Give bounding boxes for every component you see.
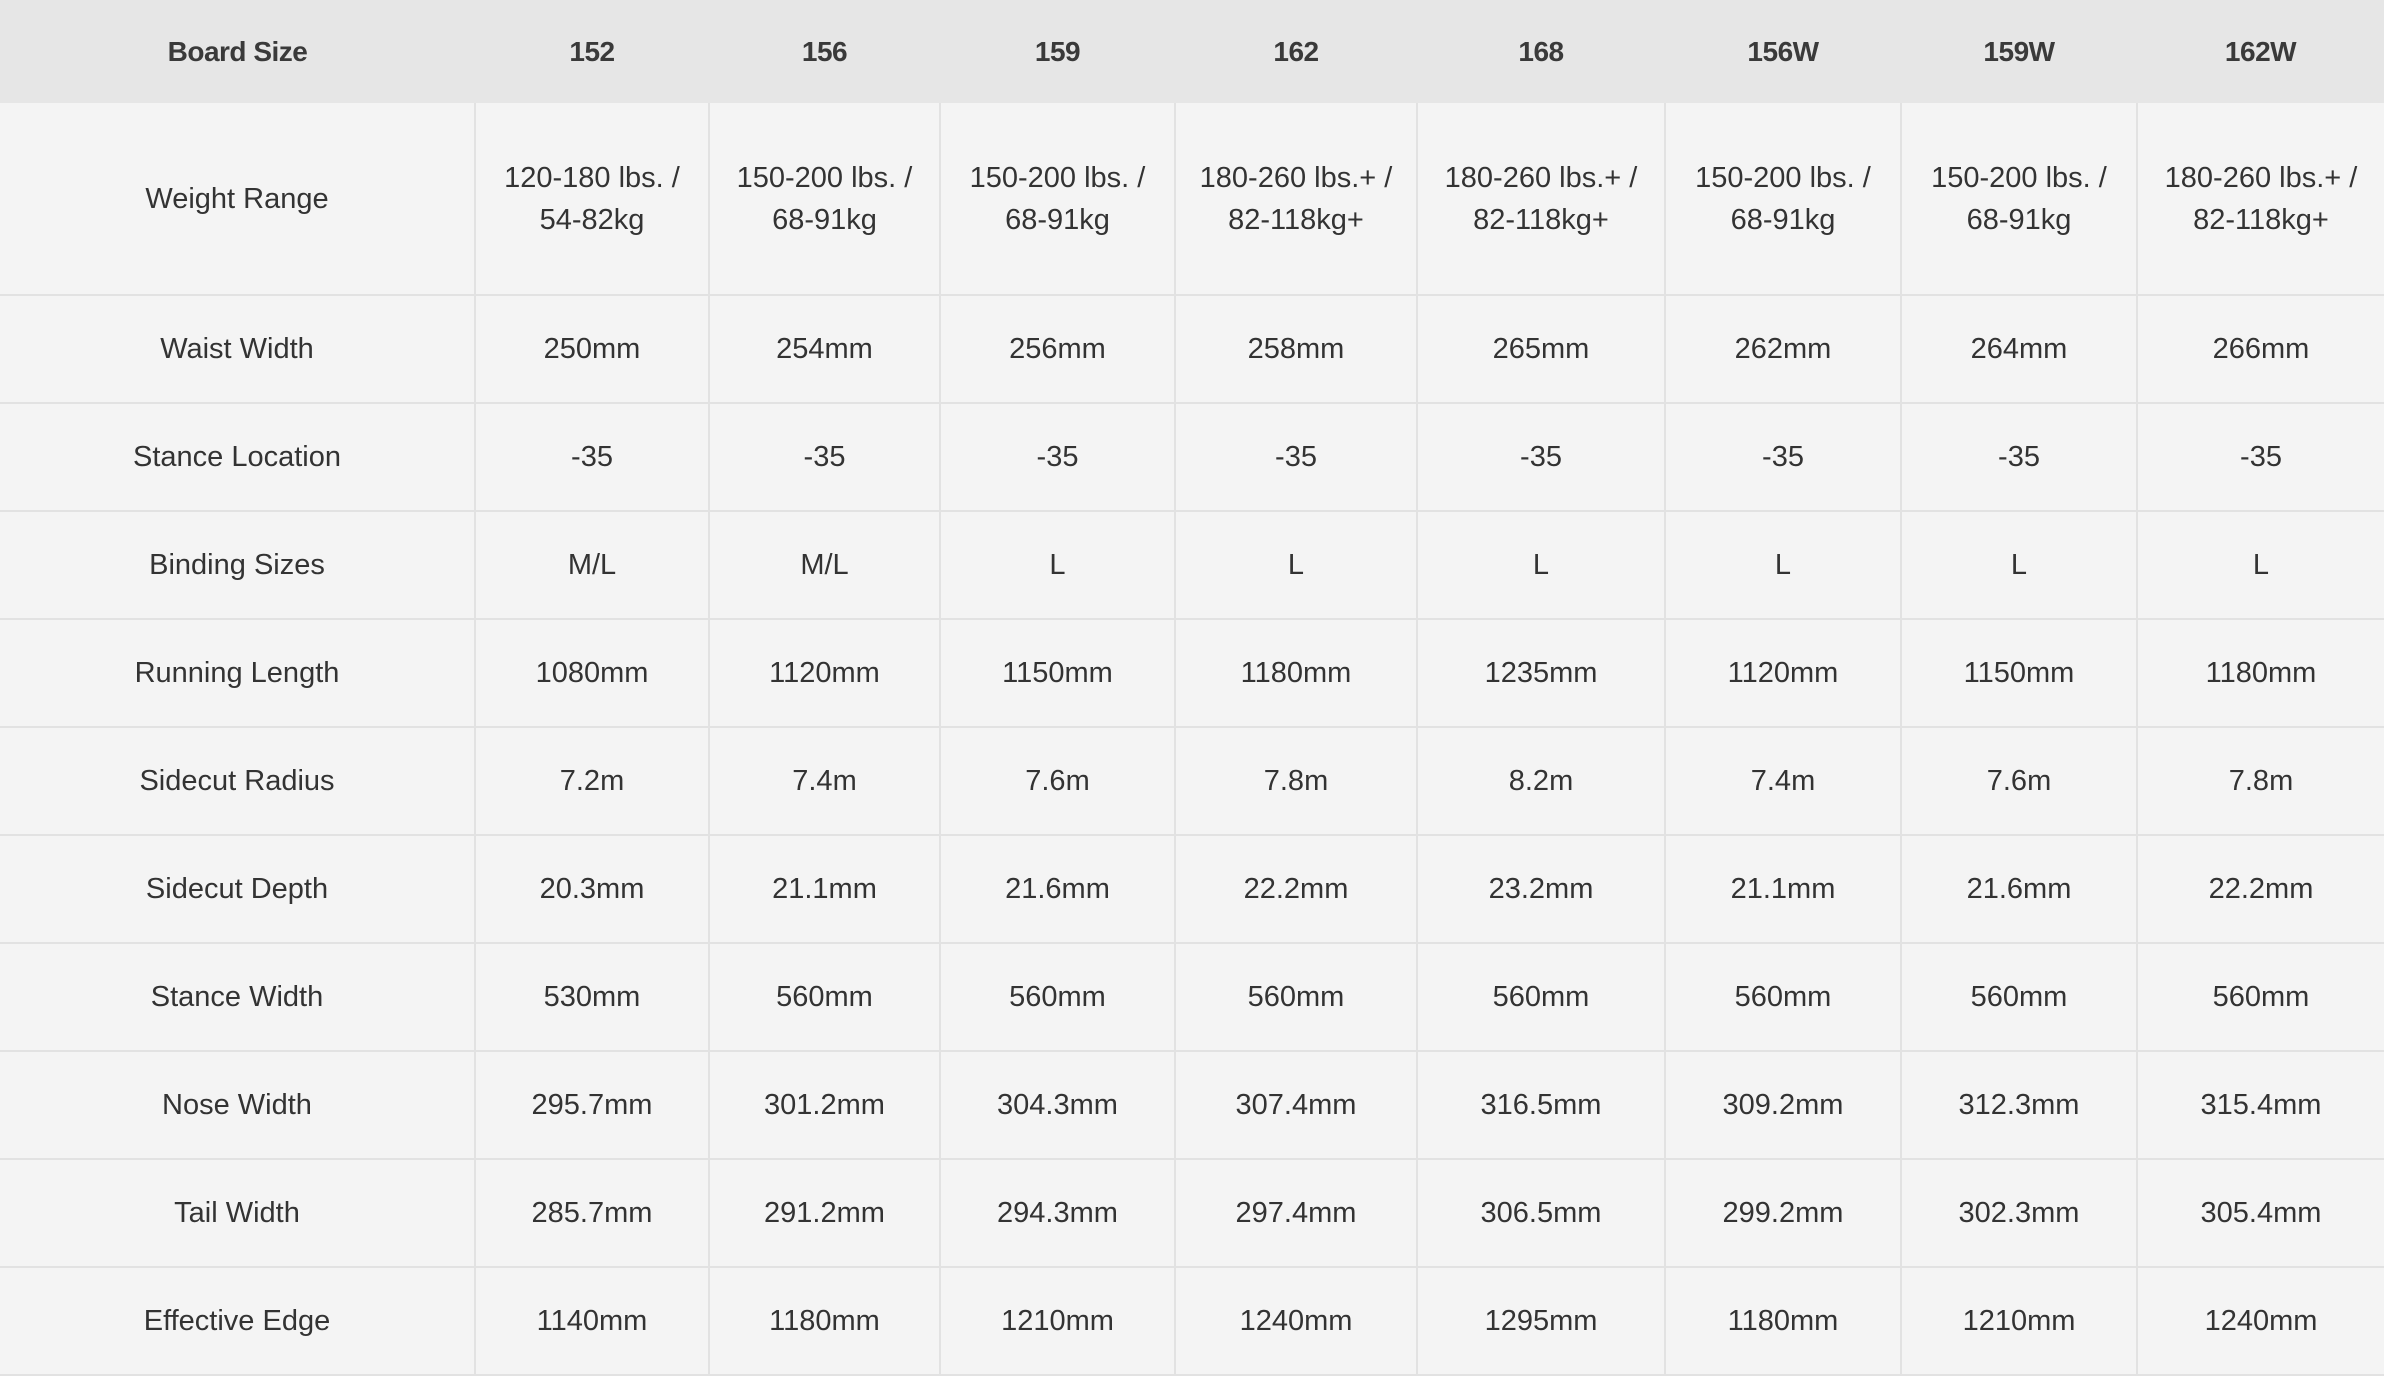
- table-cell: 312.3mm: [1901, 1051, 2137, 1159]
- table-cell: 7.4m: [709, 727, 940, 835]
- table-cell: 22.2mm: [2137, 835, 2384, 943]
- table-cell: -35: [1175, 403, 1417, 511]
- header-size-162: 162: [1273, 35, 1319, 67]
- table-cell: 1235mm: [1417, 619, 1665, 727]
- table-cell: 7.6m: [940, 727, 1175, 835]
- header-board-size: Board Size: [167, 35, 308, 67]
- table-row-stance-width: [0, 943, 2384, 1051]
- table-cell: 294.3mm: [940, 1159, 1175, 1267]
- row-label: Nose Width: [0, 1051, 475, 1159]
- table-cell: 180-260 lbs.+ / 82-118kg+: [1175, 103, 1417, 295]
- table-cell: 291.2mm: [709, 1159, 940, 1267]
- table-cell: 7.2m: [475, 727, 709, 835]
- table-cell: 7.8m: [1175, 727, 1417, 835]
- table-row-stance-location: [0, 403, 2384, 511]
- table-cell: 560mm: [1417, 943, 1665, 1051]
- header-size-156w: 156W: [1747, 35, 1819, 67]
- row-label: Sidecut Depth: [0, 835, 475, 943]
- table-cell: 285.7mm: [475, 1159, 709, 1267]
- table-cell: 560mm: [1901, 943, 2137, 1051]
- table-cell: 21.6mm: [1901, 835, 2137, 943]
- table-cell: 7.4m: [1665, 727, 1901, 835]
- table-row-effective-edge: [0, 1267, 2384, 1375]
- table-cell: 1120mm: [709, 619, 940, 727]
- table-cell: 258mm: [1175, 295, 1417, 403]
- table-cell: 1240mm: [1175, 1267, 1417, 1375]
- table-cell: 1180mm: [1665, 1267, 1901, 1375]
- table-cell: L: [1175, 511, 1417, 619]
- table-cell: L: [1665, 511, 1901, 619]
- table-cell: 560mm: [1175, 943, 1417, 1051]
- table-cell: -35: [1901, 403, 2137, 511]
- row-label: Stance Width: [0, 943, 475, 1051]
- header-size-162w: 162W: [2224, 35, 2297, 67]
- table-cell: 1210mm: [1901, 1267, 2137, 1375]
- table-cell: 530mm: [475, 943, 709, 1051]
- table-row-nose-width: [0, 1051, 2384, 1159]
- table-cell: 315.4mm: [2137, 1051, 2384, 1159]
- table-cell: -35: [940, 403, 1175, 511]
- table-cell: 256mm: [940, 295, 1175, 403]
- header-size-152: 152: [569, 35, 615, 67]
- table-cell: 305.4mm: [2137, 1159, 2384, 1267]
- table-cell: 1150mm: [1901, 619, 2137, 727]
- table-cell: 1180mm: [1175, 619, 1417, 727]
- header-size-156: 156: [801, 35, 848, 67]
- table-cell: 266mm: [2137, 295, 2384, 403]
- table-row-tail-width: [0, 1159, 2384, 1267]
- table-cell: 120-180 lbs. / 54-82kg: [475, 103, 709, 295]
- table-cell: 264mm: [1901, 295, 2137, 403]
- table-cell: 8.2m: [1417, 727, 1665, 835]
- table-cell: 1240mm: [2137, 1267, 2384, 1375]
- table-cell: 1080mm: [475, 619, 709, 727]
- table-cell: M/L: [709, 511, 940, 619]
- table-row-running-length: [0, 619, 2384, 727]
- table-cell: 301.2mm: [709, 1051, 940, 1159]
- table-cell: 560mm: [940, 943, 1175, 1051]
- table-cell: 1295mm: [1417, 1267, 1665, 1375]
- table-cell: 7.6m: [1901, 727, 2137, 835]
- table-cell: 21.1mm: [1665, 835, 1901, 943]
- table-cell: -35: [475, 403, 709, 511]
- table-row-sidecut-depth: [0, 835, 2384, 943]
- table-cell: 316.5mm: [1417, 1051, 1665, 1159]
- row-label: Waist Width: [0, 295, 475, 403]
- table-cell: 302.3mm: [1901, 1159, 2137, 1267]
- table-cell: 150-200 lbs. / 68-91kg: [1901, 103, 2137, 295]
- table-cell: 150-200 lbs. / 68-91kg: [1665, 103, 1901, 295]
- table-cell: 254mm: [709, 295, 940, 403]
- table-row-binding-sizes: [0, 511, 2384, 619]
- table-row-weight-range: [0, 103, 2384, 295]
- table-cell: 20.3mm: [475, 835, 709, 943]
- header-size-159: 159: [1034, 35, 1081, 67]
- row-label: Weight Range: [0, 103, 475, 295]
- table-cell: M/L: [475, 511, 709, 619]
- table-cell: 262mm: [1665, 295, 1901, 403]
- table-cell: 250mm: [475, 295, 709, 403]
- table-cell: 560mm: [1665, 943, 1901, 1051]
- table-cell: 309.2mm: [1665, 1051, 1901, 1159]
- table-cell: 150-200 lbs. / 68-91kg: [940, 103, 1175, 295]
- table-cell: 21.6mm: [940, 835, 1175, 943]
- table-cell: 307.4mm: [1175, 1051, 1417, 1159]
- table-cell: 1150mm: [940, 619, 1175, 727]
- table-cell: 7.8m: [2137, 727, 2384, 835]
- table-cell: 560mm: [2137, 943, 2384, 1051]
- table-cell: -35: [1665, 403, 1901, 511]
- table-cell: -35: [1417, 403, 1665, 511]
- row-label: Tail Width: [0, 1159, 475, 1267]
- table-cell: 21.1mm: [709, 835, 940, 943]
- row-label: Binding Sizes: [0, 511, 475, 619]
- table-cell: L: [940, 511, 1175, 619]
- table-cell: 1180mm: [709, 1267, 940, 1375]
- table-cell: 180-260 lbs.+ / 82-118kg+: [1417, 103, 1665, 295]
- table-cell: 304.3mm: [940, 1051, 1175, 1159]
- table-cell: 560mm: [709, 943, 940, 1051]
- table-cell: L: [1901, 511, 2137, 619]
- table-row-waist-width: [0, 295, 2384, 403]
- table-cell: -35: [2137, 403, 2384, 511]
- table-row-sidecut-radius: [0, 727, 2384, 835]
- table-cell: L: [1417, 511, 1665, 619]
- table-cell: 22.2mm: [1175, 835, 1417, 943]
- header-size-159w: 159W: [1983, 35, 2055, 67]
- row-label: Running Length: [0, 619, 475, 727]
- table-cell: 299.2mm: [1665, 1159, 1901, 1267]
- table-cell: -35: [709, 403, 940, 511]
- table-cell: 180-260 lbs.+ / 82-118kg+: [2137, 103, 2384, 295]
- table-cell: 23.2mm: [1417, 835, 1665, 943]
- table-cell: L: [2137, 511, 2384, 619]
- table-cell: 1210mm: [940, 1267, 1175, 1375]
- row-label: Sidecut Radius: [0, 727, 475, 835]
- table-cell: 1140mm: [475, 1267, 709, 1375]
- header-row: [0, 0, 2384, 103]
- row-label: Effective Edge: [0, 1267, 475, 1375]
- row-label: Stance Location: [0, 403, 475, 511]
- table-cell: 306.5mm: [1417, 1159, 1665, 1267]
- header-size-168: 168: [1518, 35, 1564, 67]
- table-cell: 297.4mm: [1175, 1159, 1417, 1267]
- table-cell: 265mm: [1417, 295, 1665, 403]
- table-cell: 1180mm: [2137, 619, 2384, 727]
- table-cell: 150-200 lbs. / 68-91kg: [709, 103, 940, 295]
- table-cell: 295.7mm: [475, 1051, 709, 1159]
- table-cell: 1120mm: [1665, 619, 1901, 727]
